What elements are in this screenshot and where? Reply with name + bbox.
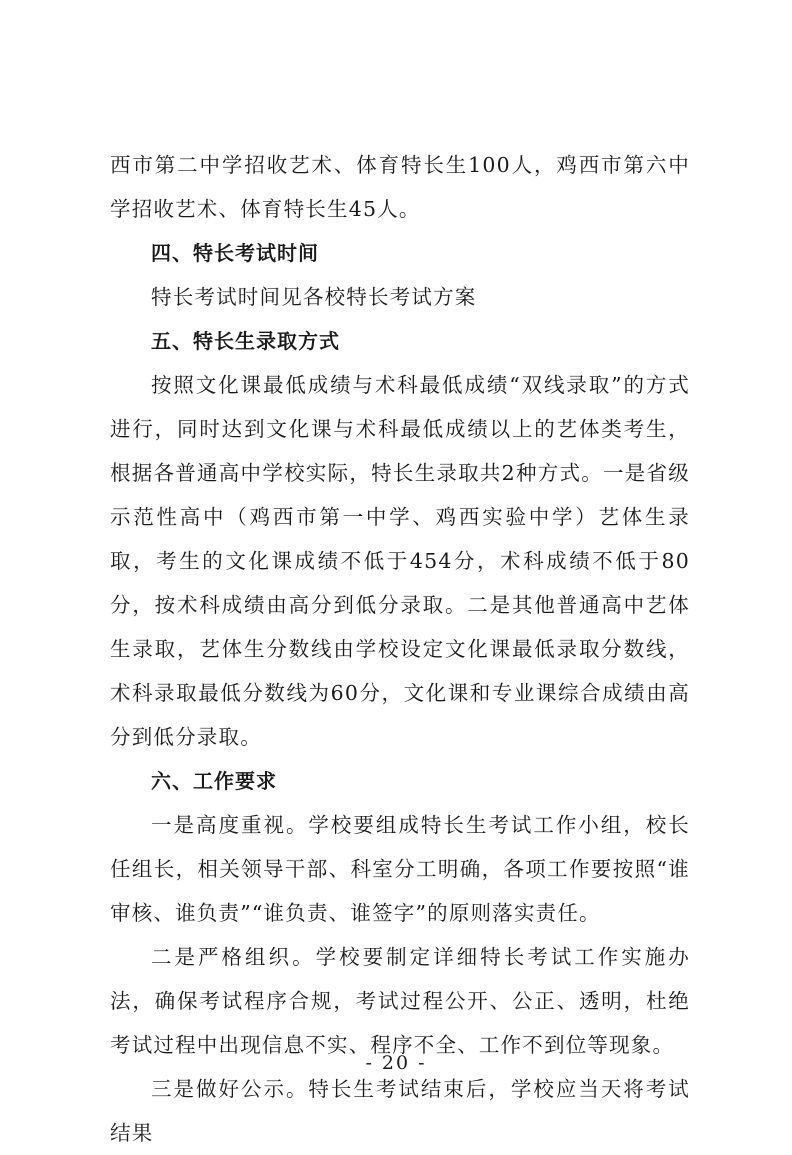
section-heading-exam-time: 四、特长考试时间 [151,241,319,265]
paragraph-exam-time: 特长考试时间见各校特长考试方案 [151,285,477,309]
section-heading-admission: 五、特长生录取方式 [151,329,340,353]
page-number: - 20 - [365,1052,427,1074]
document-body [110,143,690,1155]
paragraph-requirement-3: 三是做好公示。特长生考试结束后，学校应当天将考试结果 [110,1077,690,1145]
paragraph-requirement-2: 二是严格组织。学校要制定详细特长考试工作实施办法，确保考试程序合规，考试过程公开、公正、透明，杜绝考试过程中出现信息不实、程序不全、工作不到位等现象。 [110,945,690,1057]
section-heading-requirements: 六、工作要求 [151,769,277,793]
paragraph-continuation: 西市第二中学招收艺术、体育特长生100人，鸡西市第六中学招收艺术、体育特长生45人。 [110,153,690,221]
paragraph-requirement-1: 一是高度重视。学校要组成特长生考试工作小组，校长任组长，相关领导干部、科室分工明确，各项工作要按照“谁审核、谁负责”“谁负责、谁签字”的原则落实责任。 [110,813,690,925]
paragraph-admission: 按照文化课最低成绩与术科最低成绩“双线录取”的方式进行，同时达到文化课与术科最低成绩以上的艺体类考生，根据各普通高中学校实际，特长生录取共2种方式。一是省级示范性高中（鸡西市第一中学、鸡西实验中学）艺体生录取，考生的文化课成绩不低于454分，术科成绩不低于80分，按术科成绩由高分到低分录取。二是其他普通高中艺体生录取，艺体生分数线由学校设定文化课最低录取分数线，术科录取最低分数线为60分，文化课和专业课综合成绩由高分到低分录取。 [110,373,690,749]
